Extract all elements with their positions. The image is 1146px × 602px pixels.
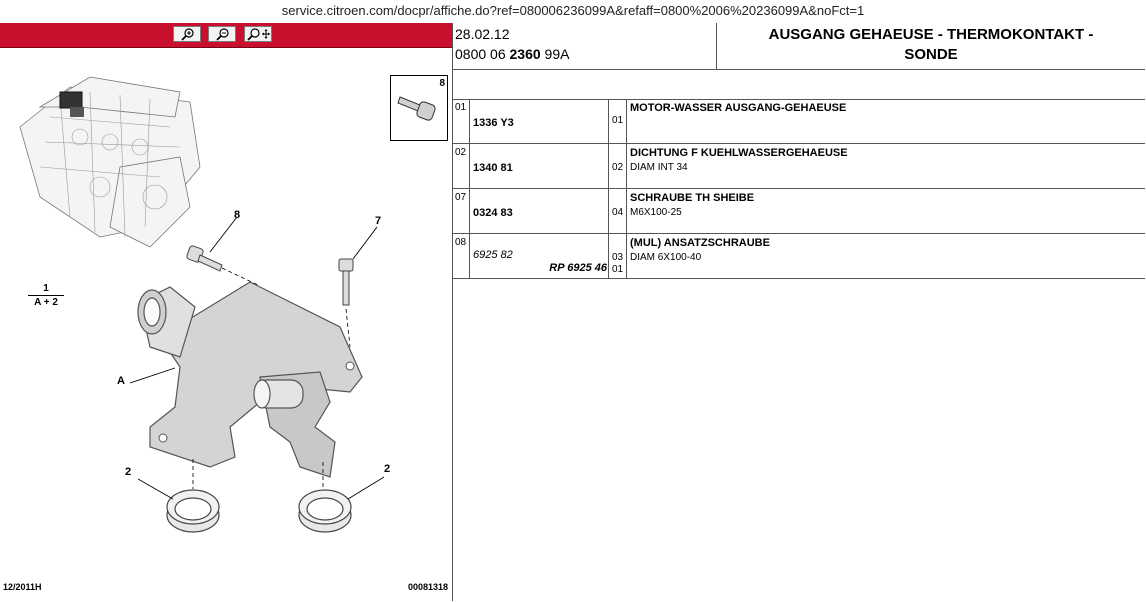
row-quantity-cell [610, 234, 627, 278]
diagram-date: 12/2011H [3, 582, 42, 592]
part-spec: DIAM INT 34 [630, 162, 688, 173]
part-reference[interactable]: 1340 81 [473, 162, 513, 174]
row-reference-cell [471, 144, 609, 188]
table-row[interactable] [453, 99, 1145, 144]
callout-7[interactable]: 7 [375, 215, 382, 227]
part-reference[interactable]: 0324 83 [473, 207, 513, 219]
part-name: SCHRAUBE TH SHEIBE [630, 192, 755, 204]
callout-2-right[interactable]: 2 [384, 463, 391, 475]
assembly-note [28, 283, 64, 308]
zoom-move-button[interactable] [244, 26, 272, 42]
page-title [717, 25, 1145, 69]
row-description-cell [628, 234, 1145, 278]
zoom-move-icon [245, 27, 271, 41]
part-reference-replacement[interactable]: RP 6925 46 [549, 262, 607, 274]
row-quantity-cell [610, 99, 627, 143]
callout-2-left[interactable]: 2 [125, 466, 132, 478]
assembly-note-top: 1 [28, 283, 64, 296]
assembly-note-bottom: A + 2 [34, 297, 58, 308]
part-name: DICHTUNG F KUEHLWASSERGEHAEUSE [630, 147, 848, 159]
header-date: 28.02.12 [455, 26, 510, 42]
header-left-cell [453, 23, 717, 69]
part-quantity: 04 [612, 207, 624, 218]
zoom-in-icon [174, 27, 200, 41]
part-spec: M6X100-25 [630, 207, 682, 218]
part-reference[interactable]: 1336 Y3 [473, 117, 514, 129]
title-line-2: SONDE [904, 46, 958, 63]
table-row[interactable] [453, 144, 1145, 189]
exploded-parts-drawing [0, 47, 452, 601]
url-bar: service.citroen.com/docpr/affiche.do?ref=080006236099A&refaff=0800%2006%20236099A&noFct=1 [281, 3, 865, 18]
part-name: (MUL) ANSATZSCHRAUBE [630, 237, 770, 249]
zoom-toolbar [0, 23, 452, 48]
part-quantity: 03 [612, 252, 624, 263]
zoom-out-button[interactable] [208, 26, 236, 42]
part-quantity-replacement: 01 [612, 264, 624, 275]
row-index: 08 [453, 234, 470, 278]
bolt-icon [392, 77, 446, 139]
callout-8[interactable]: 8 [234, 209, 241, 221]
table-row[interactable] [453, 234, 1145, 279]
ref-bold: 2360 [509, 46, 541, 62]
part-spec: DIAM 6X100-40 [630, 252, 702, 263]
part-quantity: 02 [612, 162, 624, 173]
bolt-thumbnail[interactable] [390, 75, 448, 141]
thumbnail-number: 8 [439, 78, 445, 89]
ref-prefix: 0800 06 [455, 46, 510, 62]
part-reference-old[interactable]: 6925 82 [473, 249, 513, 261]
ref-suffix: 99A [540, 46, 570, 62]
row-reference-cell [471, 234, 609, 278]
row-description-cell [628, 144, 1145, 188]
row-description-cell [628, 189, 1145, 233]
row-reference-cell [471, 99, 609, 143]
row-description-cell [628, 99, 1145, 143]
diagram-pane [0, 23, 453, 601]
parts-header [453, 23, 1145, 70]
row-index: 02 [453, 144, 470, 188]
header-reference [455, 46, 569, 62]
part-quantity: 01 [612, 115, 624, 126]
parts-table [453, 99, 1145, 279]
zoom-in-button[interactable] [173, 26, 201, 42]
empty-row [453, 70, 1145, 100]
part-name: MOTOR-WASSER AUSGANG-GEHAEUSE [630, 102, 847, 114]
callout-a[interactable]: A [117, 375, 125, 387]
table-row[interactable] [453, 189, 1145, 234]
diagram-code: 00081318 [407, 582, 448, 592]
row-quantity-cell [610, 189, 627, 233]
zoom-out-icon [209, 27, 235, 41]
row-index: 01 [453, 99, 470, 143]
row-quantity-cell [610, 144, 627, 188]
engine-illustration [0, 47, 452, 601]
row-index: 07 [453, 189, 470, 233]
parts-pane [453, 23, 1146, 601]
row-reference-cell [471, 189, 609, 233]
title-line-1: AUSGANG GEHAEUSE - THERMOKONTAKT - [768, 26, 1094, 43]
